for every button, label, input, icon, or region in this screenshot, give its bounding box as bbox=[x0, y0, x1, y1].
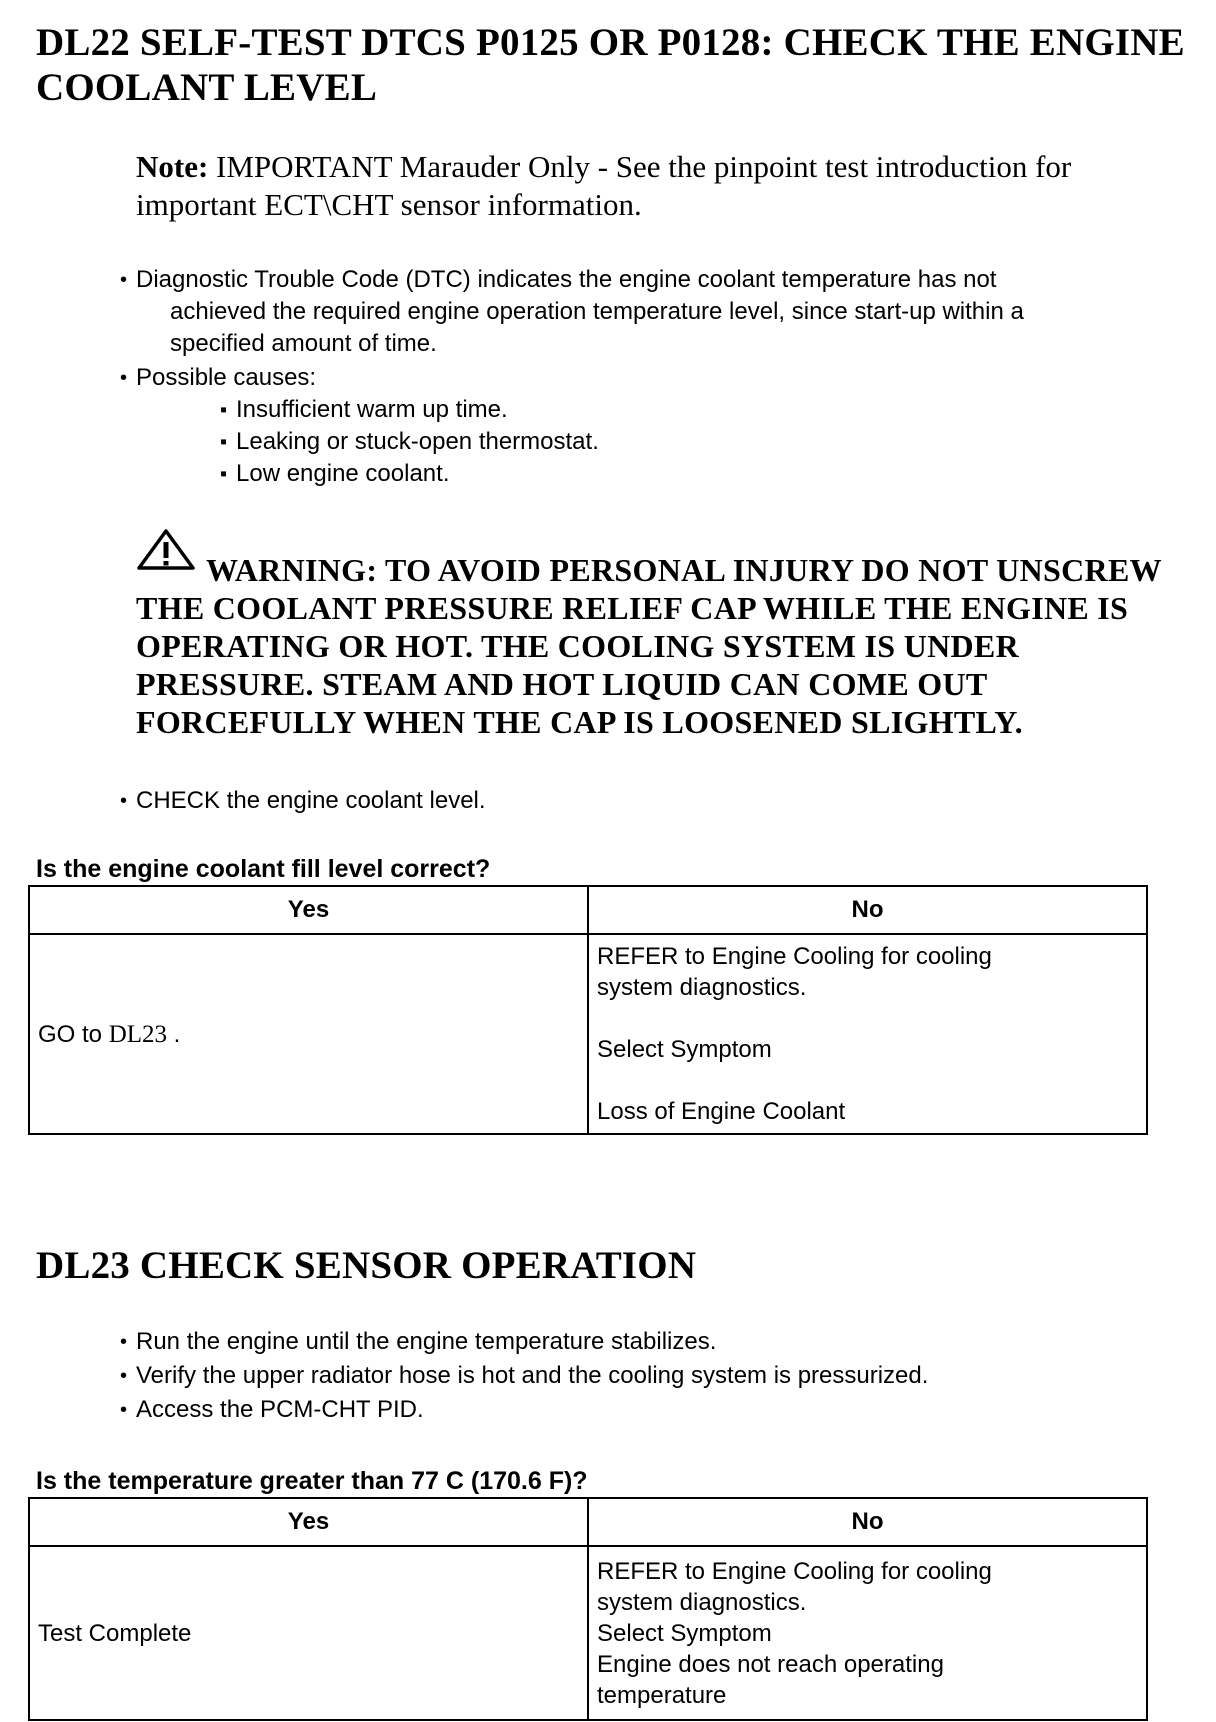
bullet-verify-hose: • Verify the upper radiator hose is hot and the cooling system is pressurized. bbox=[136, 1360, 928, 1392]
decision-table-temperature bbox=[28, 1497, 1148, 1721]
note bbox=[136, 148, 1196, 224]
warning-line4: PRESSURE. STEAM AND HOT LIQUID CAN COME OUT bbox=[136, 666, 988, 702]
section1-title-line2: COOLANT LEVEL bbox=[36, 66, 378, 109]
cause-item: ▪ Leaking or stuck-open thermostat. bbox=[236, 426, 599, 458]
bullet-dtc-line3: specified amount of time. bbox=[170, 330, 437, 357]
yes-prefix: GO to bbox=[38, 1020, 109, 1048]
bullet-dtc-line2: achieved the required engine operation temperature level, since start-up within a bbox=[170, 298, 1024, 325]
no-line4: Loss of Engine Coolant bbox=[597, 1098, 846, 1125]
warning-line3: OPERATING OR HOT. THE COOLING SYSTEM IS UNDER bbox=[136, 628, 1019, 664]
bullet-possible-causes: • Possible causes: bbox=[136, 362, 316, 394]
no-line1: REFER to Engine Cooling for cooling bbox=[597, 1557, 992, 1585]
no-line5: temperature bbox=[597, 1681, 727, 1709]
yes-suffix: . bbox=[167, 1020, 181, 1048]
table-cell-yes bbox=[29, 934, 588, 1134]
bullet-check-coolant: • CHECK the engine coolant level. bbox=[136, 785, 486, 817]
cause-item: ▪ Insufficient warm up time. bbox=[236, 394, 508, 426]
question-temperature: Is the temperature greater than 77 C (170.6 F)? bbox=[36, 1467, 588, 1495]
warning-line1: WARNING: TO AVOID PERSONAL INJURY DO NOT UNSCREW bbox=[206, 552, 1162, 588]
warning-line2: THE COOLANT PRESSURE RELIEF CAP WHILE THE ENGINE IS bbox=[136, 590, 1129, 626]
no-line3: Select Symptom bbox=[597, 1036, 772, 1063]
warning-line5: FORCEFULLY WHEN THE CAP IS LOOSENED SLIGHTLY. bbox=[136, 704, 1023, 740]
no-line2: system diagnostics. bbox=[597, 1588, 807, 1616]
note-text-line1: IMPORTANT Marauder Only - See the pinpoint test introduction for bbox=[208, 149, 1072, 184]
table-header-yes: Yes bbox=[29, 1498, 588, 1546]
table-cell-no bbox=[588, 1546, 1147, 1720]
bullet-run-engine: • Run the engine until the engine temperature stabilizes. bbox=[136, 1326, 716, 1358]
table-header-yes: Yes bbox=[29, 886, 588, 934]
no-line2: system diagnostics. bbox=[597, 974, 807, 1001]
cause-item: ▪ Low engine coolant. bbox=[236, 458, 450, 490]
note-text-line2: important ECT\CHT sensor information. bbox=[136, 187, 642, 222]
decision-table-coolant bbox=[28, 885, 1148, 1135]
bullet-dtc bbox=[136, 264, 996, 296]
question-coolant-level: Is the engine coolant fill level correct? bbox=[36, 855, 491, 883]
table-header-no: No bbox=[588, 886, 1147, 934]
no-line3: Select Symptom bbox=[597, 1619, 772, 1647]
table-cell-no bbox=[588, 934, 1147, 1134]
section1-title bbox=[36, 20, 1206, 110]
section1-title-line1: DL22 SELF-TEST DTCS P0125 OR P0128: CHECK THE ENGINE bbox=[36, 21, 1185, 64]
no-line1: REFER to Engine Cooling for cooling bbox=[597, 943, 992, 970]
bullet-access-pid: • Access the PCM-CHT PID. bbox=[136, 1394, 424, 1426]
warning-text bbox=[136, 551, 1216, 741]
dl23-link[interactable]: DL23 bbox=[108, 1020, 168, 1048]
table-header-no: No bbox=[588, 1498, 1147, 1546]
no-line4: Engine does not reach operating bbox=[597, 1650, 944, 1678]
bullet-dtc-line1: • Diagnostic Trouble Code (DTC) indicates the engine coolant temperature has not bbox=[136, 266, 997, 293]
note-label: Note: bbox=[136, 149, 209, 184]
section2-title: DL23 CHECK SENSOR OPERATION bbox=[36, 1244, 697, 1287]
table-cell-yes: Test Complete bbox=[29, 1546, 588, 1720]
